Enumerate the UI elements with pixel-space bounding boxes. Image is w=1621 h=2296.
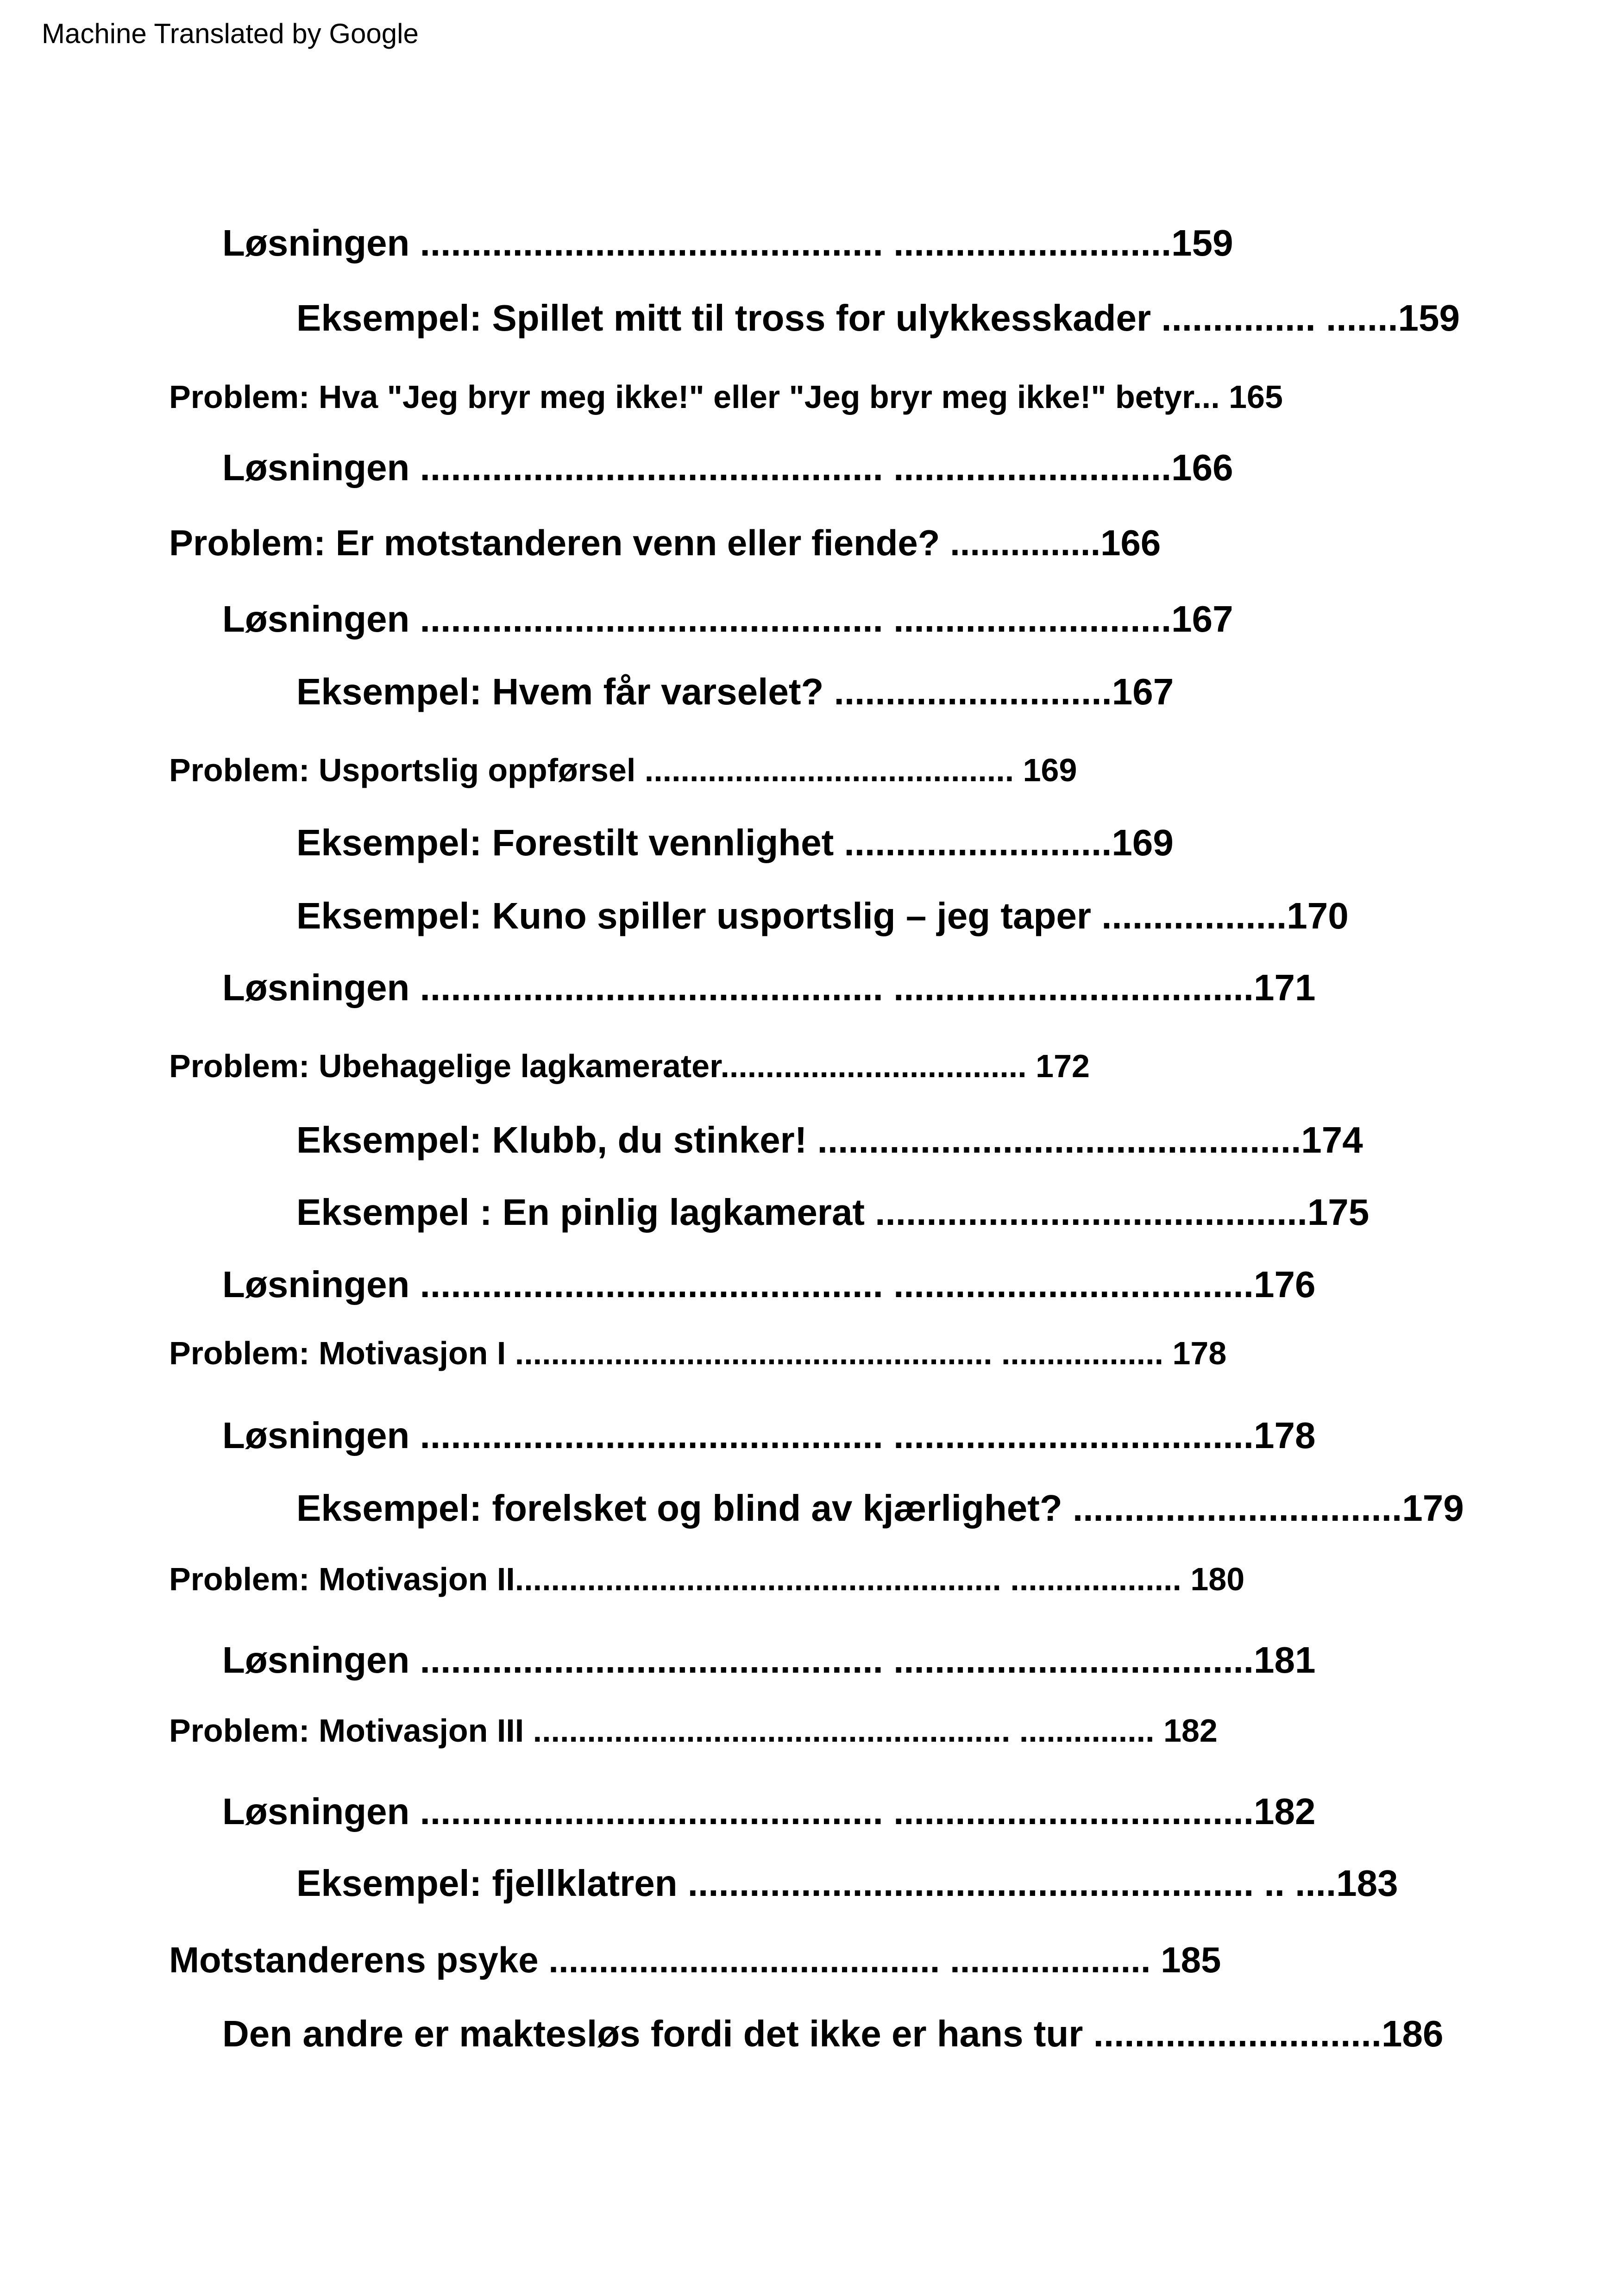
toc-entry-example[interactable]: Eksempel: forelsket og blind av kjærlighet? ................................179 — [296, 1487, 1464, 1529]
toc-entry-solution[interactable]: Løsningen ............................................. ...................................176 — [222, 1264, 1316, 1305]
toc-entry-example[interactable]: Eksempel: Hvem får varselet? ...........................167 — [296, 671, 1174, 712]
toc-entry-example[interactable]: Eksempel : En pinlig lagkamerat ..........................................175 — [296, 1192, 1370, 1233]
toc-entry-solution[interactable]: Løsningen ............................................. ...................................178 — [222, 1415, 1316, 1456]
toc-entry-example[interactable]: Eksempel: fjellklatren ....................................................... .. ....183 — [296, 1863, 1398, 1904]
toc-entry-problem[interactable]: Problem: Motivasjon III ..................................................... ............... 182 — [169, 1713, 1218, 1749]
toc-entry-problem[interactable]: Problem: Motivasjon II...................................................... ................... 180 — [169, 1561, 1245, 1597]
toc-entry-problem[interactable]: Problem: Hva "Jeg bryr meg ikke!" eller "Jeg bryr meg ikke!" betyr... 165 — [169, 379, 1283, 415]
toc-entry-problem[interactable]: Problem: Usportslig oppførsel ......................................... 169 — [169, 752, 1077, 788]
machine-translation-banner: Machine Translated by Google — [42, 18, 419, 49]
toc-entry-solution[interactable]: Løsningen ............................................. ...................................181 — [222, 1639, 1316, 1681]
toc-entry-problem[interactable]: Problem: Ubehagelige lagkamerater.................................. 172 — [169, 1048, 1090, 1084]
toc-entry-problem[interactable]: Problem: Er motstanderen venn eller fiende? ...............166 — [169, 522, 1161, 563]
toc-entry-solution[interactable]: Løsningen ............................................. ...........................159 — [222, 222, 1233, 263]
toc-entry-solution[interactable]: Løsningen ............................................. ...................................182 — [222, 1791, 1316, 1832]
toc-entry-example[interactable]: Eksempel: Forestilt vennlighet ..........................169 — [296, 822, 1174, 863]
toc-entry-example[interactable]: Eksempel: Spillet mitt til tross for ulykkesskader ............... .......159 — [296, 297, 1460, 339]
toc-entry-solution[interactable]: Løsningen ............................................. ...........................167 — [222, 598, 1233, 640]
toc-entry-section[interactable]: Den andre er maktesløs fordi det ikke er hans tur ............................186 — [222, 2013, 1444, 2054]
toc-entry-problem[interactable]: Problem: Motivasjon I ..................................................... .................. 178 — [169, 1335, 1227, 1371]
toc-entry-chapter[interactable]: Motstanderens psyke ....................................... .................... 185 — [169, 1939, 1221, 1980]
toc-entry-example[interactable]: Eksempel: Klubb, du stinker! ...............................................174 — [296, 1119, 1363, 1161]
toc-entry-solution[interactable]: Løsningen ............................................. ...........................166 — [222, 447, 1233, 488]
toc-entry-solution[interactable]: Løsningen ............................................. ...................................171 — [222, 967, 1316, 1008]
toc-entry-example[interactable]: Eksempel: Kuno spiller usportslig – jeg taper ..................170 — [296, 895, 1349, 936]
